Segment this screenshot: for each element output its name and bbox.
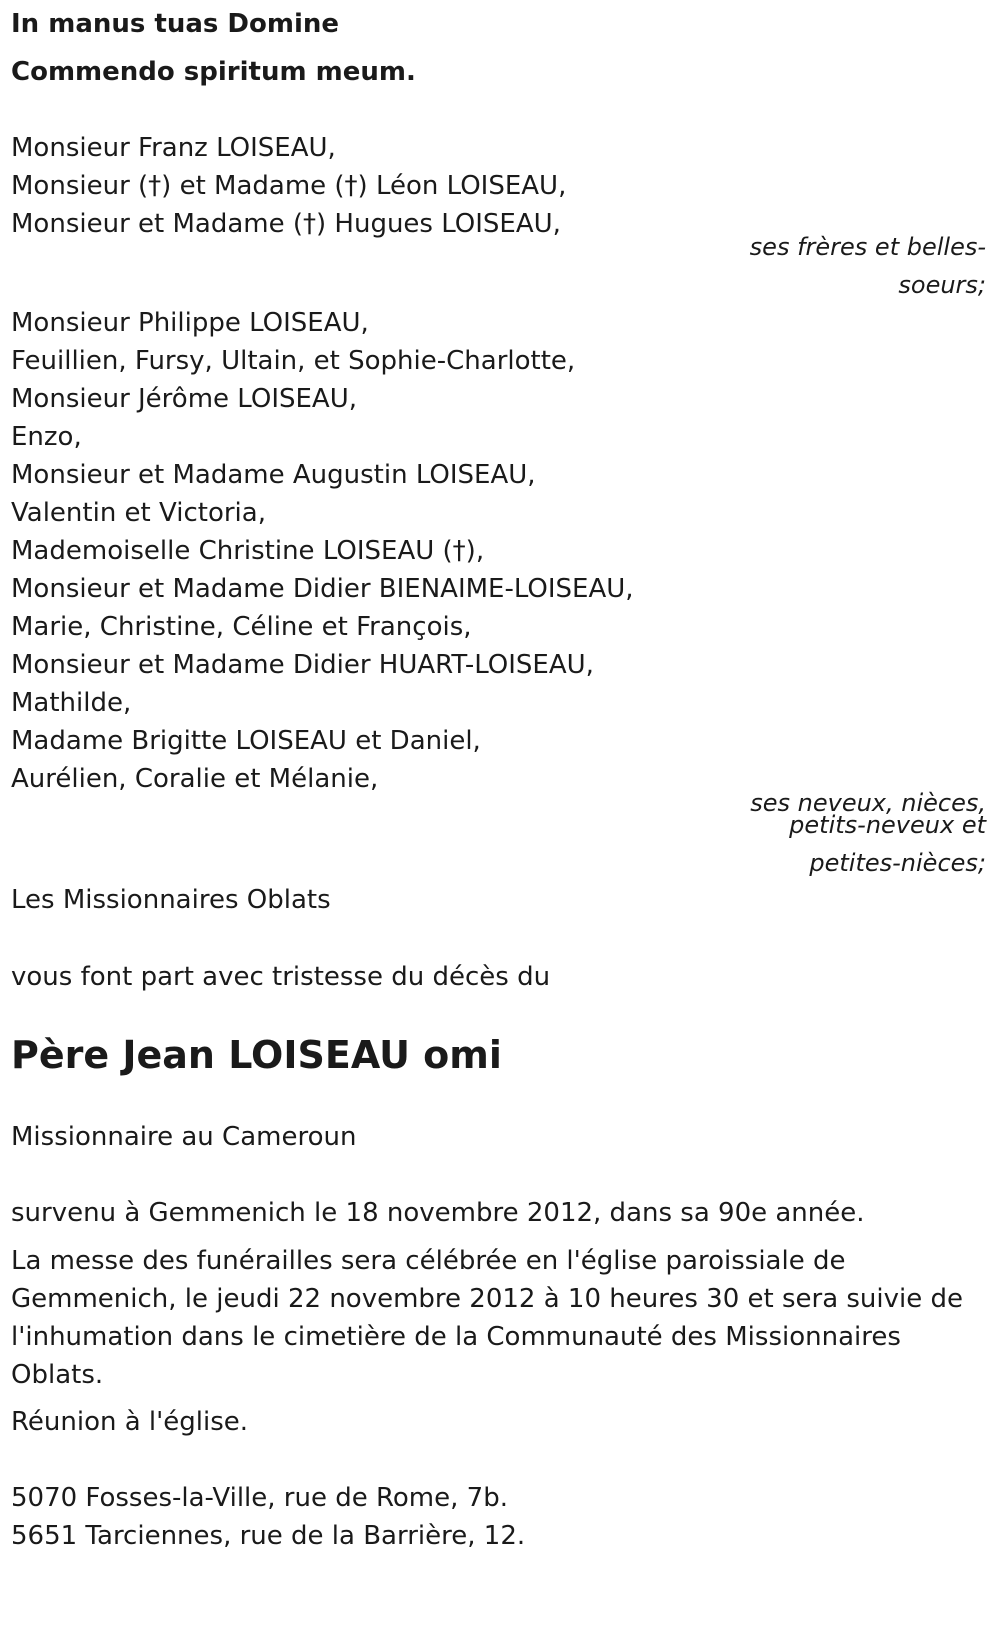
family-member: Feuillien, Fursy, Ultain, et Sophie-Charlotte, xyxy=(11,346,576,376)
family-member: Monsieur Franz LOISEAU, xyxy=(11,133,336,163)
family-member: Valentin et Victoria, xyxy=(11,498,266,528)
funeral-details-line: La messe des funérailles sera célébrée en l'église paroissiale de xyxy=(11,1246,846,1276)
family-member: Marie, Christine, Céline et François, xyxy=(11,612,472,642)
family-member: Aurélien, Coralie et Mélanie, xyxy=(11,764,379,794)
relation-label: ses neveux, nièces, xyxy=(750,789,986,817)
relation-label: petits-neveux et xyxy=(789,811,986,839)
deceased-name: Père Jean LOISEAU omi xyxy=(11,1033,502,1077)
family-member: Enzo, xyxy=(11,422,82,452)
funeral-details-line: l'inhumation dans le cimetière de la Communauté des Missionnaires xyxy=(11,1322,901,1352)
relation-label: soeurs; xyxy=(898,271,986,299)
family-member: Mademoiselle Christine LOISEAU (†), xyxy=(11,536,485,566)
announcement-intro: vous font part avec tristesse du décès du xyxy=(11,962,551,992)
relation-label: ses frères et belles- xyxy=(749,233,986,261)
family-member: Monsieur et Madame Augustin LOISEAU, xyxy=(11,460,536,490)
family-member: Monsieur (†) et Madame (†) Léon LOISEAU, xyxy=(11,171,567,201)
header-prayer-line-2: Commendo spiritum meum. xyxy=(11,57,416,87)
family-member: Monsieur et Madame (†) Hugues LOISEAU, xyxy=(11,209,561,239)
address: 5070 Fosses-la-Ville, rue de Rome, 7b. xyxy=(11,1483,508,1513)
family-member: Madame Brigitte LOISEAU et Daniel, xyxy=(11,726,481,756)
death-details: survenu à Gemmenich le 18 novembre 2012, dans sa 90e année. xyxy=(11,1198,865,1228)
funeral-details-line: Gemmenich, le jeudi 22 novembre 2012 à 10 heures 30 et sera suivie de xyxy=(11,1284,964,1314)
header-prayer-line-1: In manus tuas Domine xyxy=(11,9,340,39)
family-member: Monsieur Philippe LOISEAU, xyxy=(11,308,369,338)
community-name: Les Missionnaires Oblats xyxy=(11,885,331,915)
funeral-details-line: Oblats. xyxy=(11,1360,104,1390)
family-member: Mathilde, xyxy=(11,688,132,718)
deceased-title: Missionnaire au Cameroun xyxy=(11,1122,357,1152)
family-member: Monsieur et Madame Didier BIENAIME-LOISEAU, xyxy=(11,574,634,604)
address: 5651 Tarciennes, rue de la Barrière, 12. xyxy=(11,1521,526,1551)
meeting-info: Réunion à l'église. xyxy=(11,1407,249,1437)
family-member: Monsieur et Madame Didier HUART-LOISEAU, xyxy=(11,650,594,680)
relation-label: petites-nièces; xyxy=(809,849,986,877)
family-member: Monsieur Jérôme LOISEAU, xyxy=(11,384,357,414)
